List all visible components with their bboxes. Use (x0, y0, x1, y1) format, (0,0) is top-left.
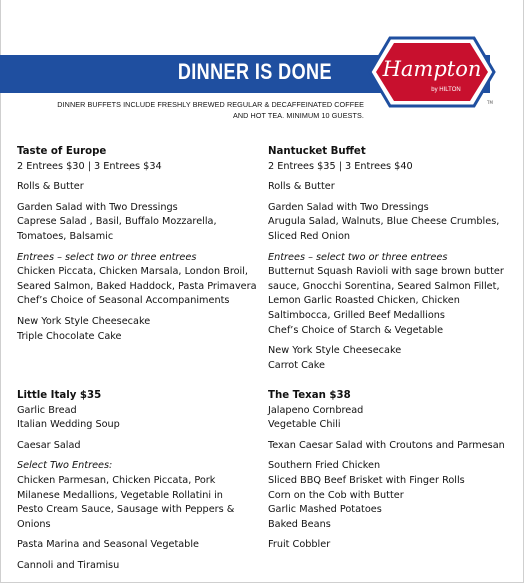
menu-item: Chef’s Choice of Starch & Vegetable (268, 324, 444, 336)
section-title: Little Italy $35 (17, 390, 102, 401)
menu-item: Garlic Mashed Potatoes (268, 504, 382, 516)
menu-item: Sliced BBQ Beef Brisket with Finger Rolls (268, 474, 465, 486)
hampton-logo (368, 36, 496, 108)
menu-item: Pesto Cream Sauce, Sausage with Peppers & (17, 504, 235, 516)
menu-item: Milanese Medallions, Vegetable Rollatini in (17, 489, 223, 501)
price-line: 2 Entrees $30 | 3 Entrees $34 (17, 160, 162, 172)
menu-item: Butternut Squash Ravioli with sage brown butter (268, 266, 504, 278)
menu-item: Rolls & Butter (17, 181, 84, 193)
menu-item: Corn on the Cob with Butter (268, 489, 404, 501)
logo-subtext: by HILTON (431, 87, 461, 93)
menu-item: Italian Wedding Soup (17, 419, 120, 431)
menu-item: Garden Salad with Two Dressings (268, 201, 429, 213)
page-title: DINNER IS DONE (177, 59, 332, 84)
section-title: Nantucket Buffet (268, 146, 366, 157)
subtitle-line-1: DINNER BUFFETS INCLUDE FRESHLY BREWED REGULAR & DECAFFEINATED COFFEE (57, 100, 364, 109)
menu-item: Texan Caesar Salad with Croutons and Parmesan (268, 439, 505, 451)
section-nantucket-buffet (268, 145, 518, 373)
entrees-heading: Entrees – select two or three entrees (268, 251, 448, 263)
menu-item: Carrot Cake (268, 359, 326, 371)
price-line: 2 Entrees $35 | 3 Entrees $40 (268, 160, 413, 172)
menu-item: Chicken Parmesan, Chicken Piccata, Pork (17, 474, 216, 486)
menu-item: Saltimbocca, Grilled Beef Medallions (268, 309, 445, 321)
menu-item: Seared Salmon, Baked Haddock, Pasta Primavera (17, 280, 257, 292)
menu-item: Caesar Salad (17, 439, 81, 451)
menu-item: New York Style Cheesecake (17, 315, 151, 327)
entrees-heading: Select Two Entrees: (17, 460, 113, 472)
section-taste-of-europe (17, 145, 257, 344)
menu-item: Fruit Cobbler (268, 539, 331, 551)
menu-item: Southern Fried Chicken (268, 460, 381, 472)
subtitle-line-2: AND HOT TEA. MINIMUM 10 GUESTS. (232, 111, 364, 120)
entrees-heading: Entrees – select two or three entrees (17, 251, 197, 263)
menu-item: Triple Chocolate Cake (17, 330, 122, 342)
menu-item: sauce, Gnocchi Sorentina, Seared Salmon Fillet, (268, 280, 500, 292)
header-subtitle (34, 99, 364, 121)
menu-item: Lemon Garlic Roasted Chicken, Chicken (268, 295, 460, 307)
menu-item: Pasta Marina and Seasonal Vegetable (17, 539, 199, 551)
menu-item: Arugula Salad, Walnuts, Blue Cheese Crumbles, (268, 216, 500, 228)
menu-item: New York Style Cheesecake (268, 345, 402, 357)
menu-item: Vegetable Chili (268, 419, 341, 431)
section-the-texan (268, 389, 520, 553)
section-title: The Texan $38 (268, 390, 351, 401)
menu-item: Jalapeno Cornbread (268, 404, 364, 416)
logo-wordmark: Hampton (382, 57, 482, 81)
menu-item: Caprese Salad , Basil, Buffalo Mozzarella, (17, 216, 217, 228)
menu-item: Tomatoes, Balsamic (17, 230, 114, 242)
menu-item: Cannoli and Tiramisu (17, 559, 120, 571)
section-little-italy (17, 389, 262, 574)
menu-item: Sliced Red Onion (268, 230, 351, 242)
menu-item: Onions (17, 518, 51, 530)
menu-item: Garlic Bread (17, 404, 77, 416)
menu-item: Baked Beans (268, 518, 331, 530)
section-title: Taste of Europe (17, 146, 107, 157)
menu-item: Rolls & Butter (268, 181, 335, 193)
menu-item: Chicken Piccata, Chicken Marsala, London Broil, (17, 266, 248, 278)
menu-item: Garden Salad with Two Dressings (17, 201, 178, 213)
menu-item: Chef’s Choice of Seasonal Accompaniments (17, 295, 230, 307)
trademark-mark: TM (487, 100, 493, 105)
